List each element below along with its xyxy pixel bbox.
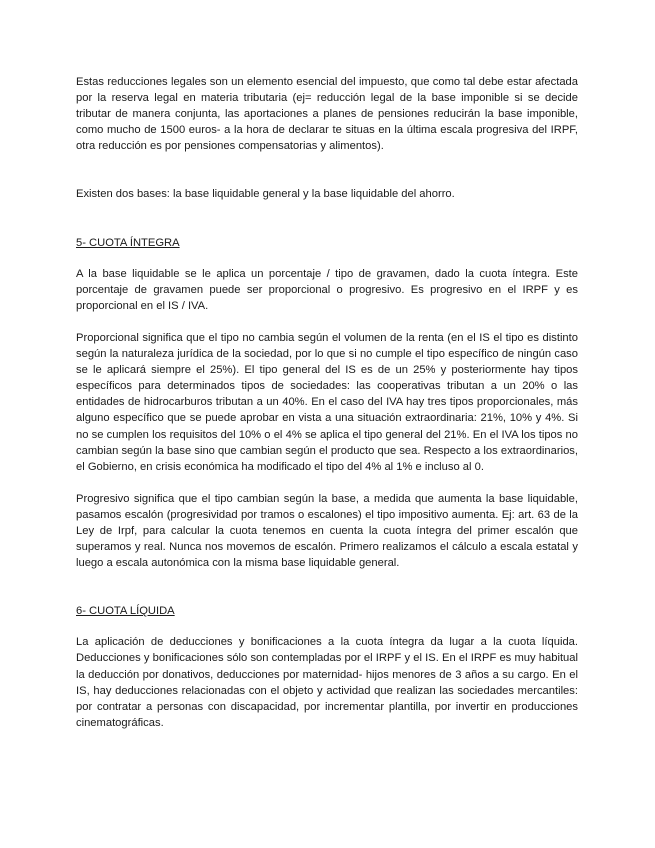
heading-cuota-integra: 5- CUOTA ÍNTEGRA bbox=[76, 236, 180, 249]
paragraph-bases: Existen dos bases: la base liquidable general y la base liquidable del ahorro. bbox=[76, 188, 455, 201]
paragraph-progresivo: Progresivo significa que el tipo cambian según la base, a medida que aumenta la base liquidable, pasamos escalón (progresividad por tramos o escalones) el tipo impositivo aumenta. Ej: art. 63 de la Ley de Irpf, para calcular la cuota tenemos en cuenta la cuota íntegra del primer escalón que superamos y real. Nunca nos movemos de escalón. Primero realizamos el cálculo a escala estatal y luego a escala autonómica con la misma base liquidable general. bbox=[76, 492, 578, 570]
paragraph-cuota-liquida: La aplicación de deducciones y bonificaciones a la cuota íntegra da lugar a la cuota líquida. Deducciones y bonificaciones sólo son contempladas por el IRPF y el IS. En el IRPF es muy habitual la deducción por donativos, deducciones por maternidad- hijos menores de 3 años a su cargo. En el IS, hay deducciones relacionadas con el objeto y actividad que realizan las sociedades mercantiles: por contratar a personas con discapacidad, por incrementar plantilla, por invertir en producciones cinematográficas. bbox=[76, 636, 578, 729]
document-page bbox=[76, 74, 578, 731]
heading-cuota-liquida: 6- CUOTA LÍQUIDA bbox=[76, 605, 175, 618]
paragraph-intro: Estas reducciones legales son un elemento esencial del impuesto, que como tal debe estar afectada por la reserva legal en materia tributaria (ej= reducción legal de la base imponible si se decide tributar de manera conjunta, las aportaciones a planes de pensiones reducirán la base imponible, como mucho de 1500 euros- a la hora de declarar te situas en la última escala progresiva del IRPF, otra reducción es por pensiones compensatorias y alimentos). bbox=[76, 76, 578, 153]
paragraph-proporcional: Proporcional significa que el tipo no cambia según el volumen de la renta (en el IS el tipo es distinto según la naturaleza jurídica de la sociedad, por lo que si no cumple el tipo específico de ningún caso se le aplicará siempre el 25%). El tipo general del IS es de un 25% y posteriormente hay tipos específicos para determinados tipos de sociedades: las cooperativas tributan a un 20% o las entidades de hidrocarburos tributan a un 40%. En el caso del IVA hay tres tipos proporcionales, más alguno específico que se puede aprobar en vista a una situación extraordinaria: 21%, 10% y 4%. Si no se cumplen los requisitos del 10% o el 4% se aplica el tipo general del 21%. En el IVA los tipos no cambian según la base sino que cambian según el producto que sea. Respecto a los extraordinarios, el Gobierno, en crisis económica ha modificado el tipo del 4% al 1% e incluso al 0. bbox=[76, 331, 578, 473]
paragraph-cuota-integra: A la base liquidable se le aplica un porcentaje / tipo de gravamen, dado la cuota íntegra. Este porcentaje de gravamen puede ser proporcional o progresivo. Es progresivo en el IRPF y es proporcional en el IS / IVA. bbox=[76, 267, 578, 312]
